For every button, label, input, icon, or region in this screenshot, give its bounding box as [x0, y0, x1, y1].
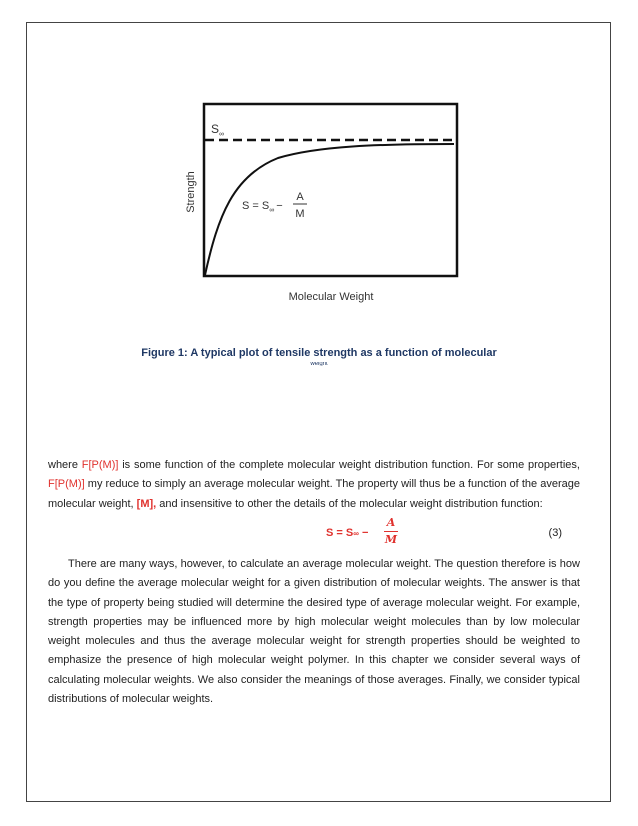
- figure-caption-overflow: weight: [310, 362, 328, 366]
- strength-plot: [178, 96, 468, 311]
- equation-3: [48, 516, 580, 554]
- formula-numerator: A: [296, 191, 304, 203]
- formula-lhs: $S = S_\infty$ −: [242, 200, 283, 214]
- paragraph-2: There are many ways, however, to calculate an average molecular weight. The question therefore is how do you define the average molecular weight for a given distribution of molecular weights. The answer is that the type of property being studied will determine the desired type of average molecular weight. For example, strength properties may be influenced more by high molecular weight molecules than by low molecular weight molecules and thus the average molecular weight for strength properties should be weighted to emphasize the presence of high molecular weight polymer. In this chapter we consider several ways of calculating molecular weights. We also consider the meanings of those averages. Finally, we consider typical distributions of molecular weights.: [48, 558, 580, 706]
- equation-fraction: A M: [384, 516, 398, 546]
- plot-frame: [204, 104, 457, 276]
- formula-denominator: M: [295, 208, 305, 220]
- equation-number: (3): [548, 527, 562, 539]
- y-axis-label: Strength: [185, 171, 197, 213]
- equation-lhs: S = S∞ −: [326, 527, 369, 539]
- s-infinity-label: $S_\infty$: [211, 122, 225, 138]
- x-axis-label: Molecular Weight: [288, 291, 374, 303]
- figure-caption: Figure 1: A typical plot of tensile strength as a function of molecular: [141, 347, 497, 359]
- paragraph-1: where F[P(M)] is some function of the complete molecular weight distribution function. For some properties, F[P(M)] my reduce to simply an average molecular weight. The property will thus be a function of the average molecular weight, [M], and insensitive to other the details of the molecular weight distribution function:: [48, 459, 580, 510]
